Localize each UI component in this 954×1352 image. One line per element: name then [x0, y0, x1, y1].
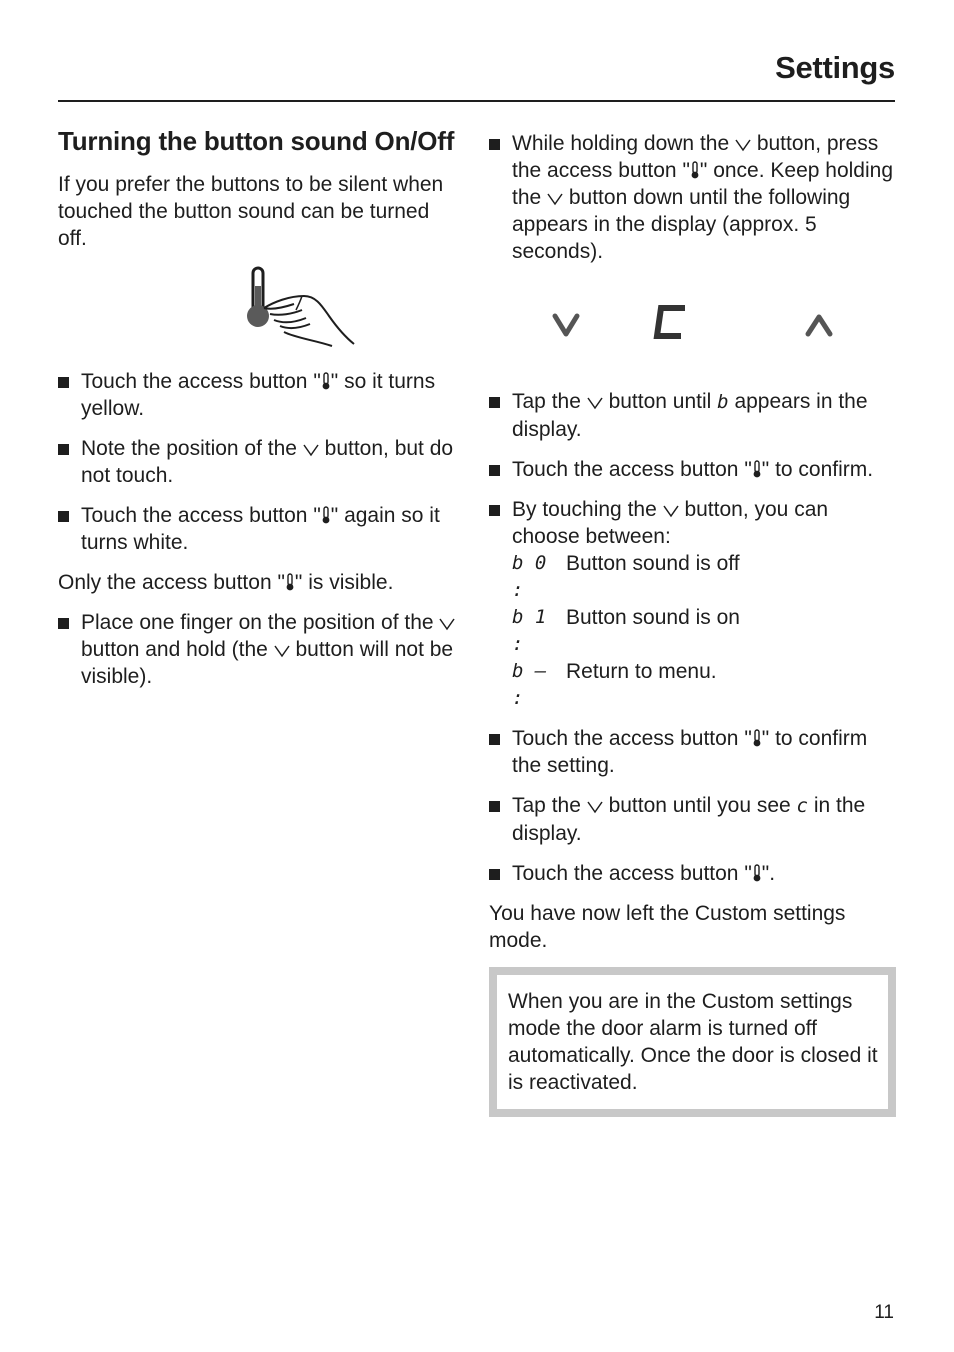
bullet-item: Touch the access button " " to confirm.: [489, 456, 896, 483]
chevron-down-icon: [274, 644, 290, 658]
note-box: [489, 967, 896, 1117]
option-code: b – :: [512, 660, 547, 709]
option-code: b 0 :: [512, 552, 547, 601]
chevron-up-icon: [808, 317, 830, 334]
chevron-down-icon: [735, 138, 751, 152]
header-divider: [58, 100, 895, 102]
chevron-down-icon: [663, 504, 679, 518]
hand-touch-illustration: [58, 266, 462, 358]
page-number: 11: [874, 1302, 894, 1323]
thermometer-icon: [690, 161, 700, 179]
chevron-down-icon: [547, 192, 563, 206]
bullet-item: While holding down the button, press the access button " " once. Keep holding the button down until the following appears in the display (approx. 5 seconds).: [489, 130, 896, 265]
options-list: [512, 550, 896, 712]
intro-paragraph: If you prefer the buttons to be silent when touched the button sound can be turned off.: [58, 173, 444, 250]
note-text: When you are in the Custom settings mode the door alarm is turned off automatically. Once the door is closed it is reactivated.: [508, 990, 878, 1094]
chevron-down-icon: [587, 396, 603, 410]
paragraph: Only the access button " " is visible.: [58, 571, 394, 594]
bullet-item: Touch the access button " " so it turns yellow.: [58, 368, 462, 422]
section-heading: Turning the button sound On/Off: [58, 126, 455, 156]
bullet-item: Touch the access button " ".: [489, 860, 896, 887]
display-code: b: [717, 391, 729, 413]
option-label: Button sound is on: [566, 606, 740, 629]
chevron-down-icon: [587, 800, 603, 814]
bullet-square: [489, 734, 500, 745]
thermometer-icon: [285, 573, 295, 591]
bullet-square: [489, 801, 500, 812]
option-code: b 1 :: [512, 606, 547, 655]
bullet-square: [489, 505, 500, 516]
option-row: [512, 604, 896, 658]
bullet-square: [489, 869, 500, 880]
bullet-square: [489, 139, 500, 150]
chevron-down-icon: [303, 443, 319, 457]
bullet-item: Place one finger on the position of the button and hold (the button will not be visible).: [58, 609, 462, 690]
bullet-square: [489, 397, 500, 408]
page-title: Settings: [775, 50, 895, 85]
thermometer-icon: [752, 460, 762, 478]
option-label: Button sound is off: [566, 552, 740, 575]
hand-touch-icon: [244, 266, 424, 350]
option-row: [512, 658, 896, 712]
thermometer-icon: [752, 864, 762, 882]
bullet-square: [58, 377, 69, 388]
display-panel: [489, 278, 896, 378]
bullet-square: [489, 465, 500, 476]
option-label: Return to menu.: [566, 660, 717, 683]
bullet-item: Tap the button until b appears in the display.: [489, 388, 896, 443]
bullet-item: Tap the button until you see c in the display.: [489, 792, 896, 847]
paragraph: You have now left the Custom settings mode.: [489, 902, 846, 952]
bullet-item: Touch the access button " " to confirm the setting.: [489, 725, 896, 779]
bullet-square: [58, 618, 69, 629]
option-row: [512, 550, 896, 604]
display-segment-c: [657, 308, 685, 336]
thermometer-icon: [321, 372, 331, 390]
bullet-item: Note the position of the button, but do not touch.: [58, 435, 462, 489]
bullet-square: [58, 444, 69, 455]
chevron-down-icon: [555, 316, 577, 378]
chevron-down-icon: [439, 617, 455, 631]
bullet-item: Touch the access button " " again so it turns white.: [58, 502, 462, 556]
bullet-square: [58, 511, 69, 522]
left-column: [58, 125, 462, 703]
right-column: [489, 130, 896, 1117]
thermometer-icon: [321, 506, 331, 524]
thermometer-icon: [752, 729, 762, 747]
display-code: c: [796, 795, 808, 817]
bullet-item: By touching the button, you can choose between: b 0 : Button sound is off b 1 : Button sound is on b – : Return to menu.: [489, 496, 896, 712]
